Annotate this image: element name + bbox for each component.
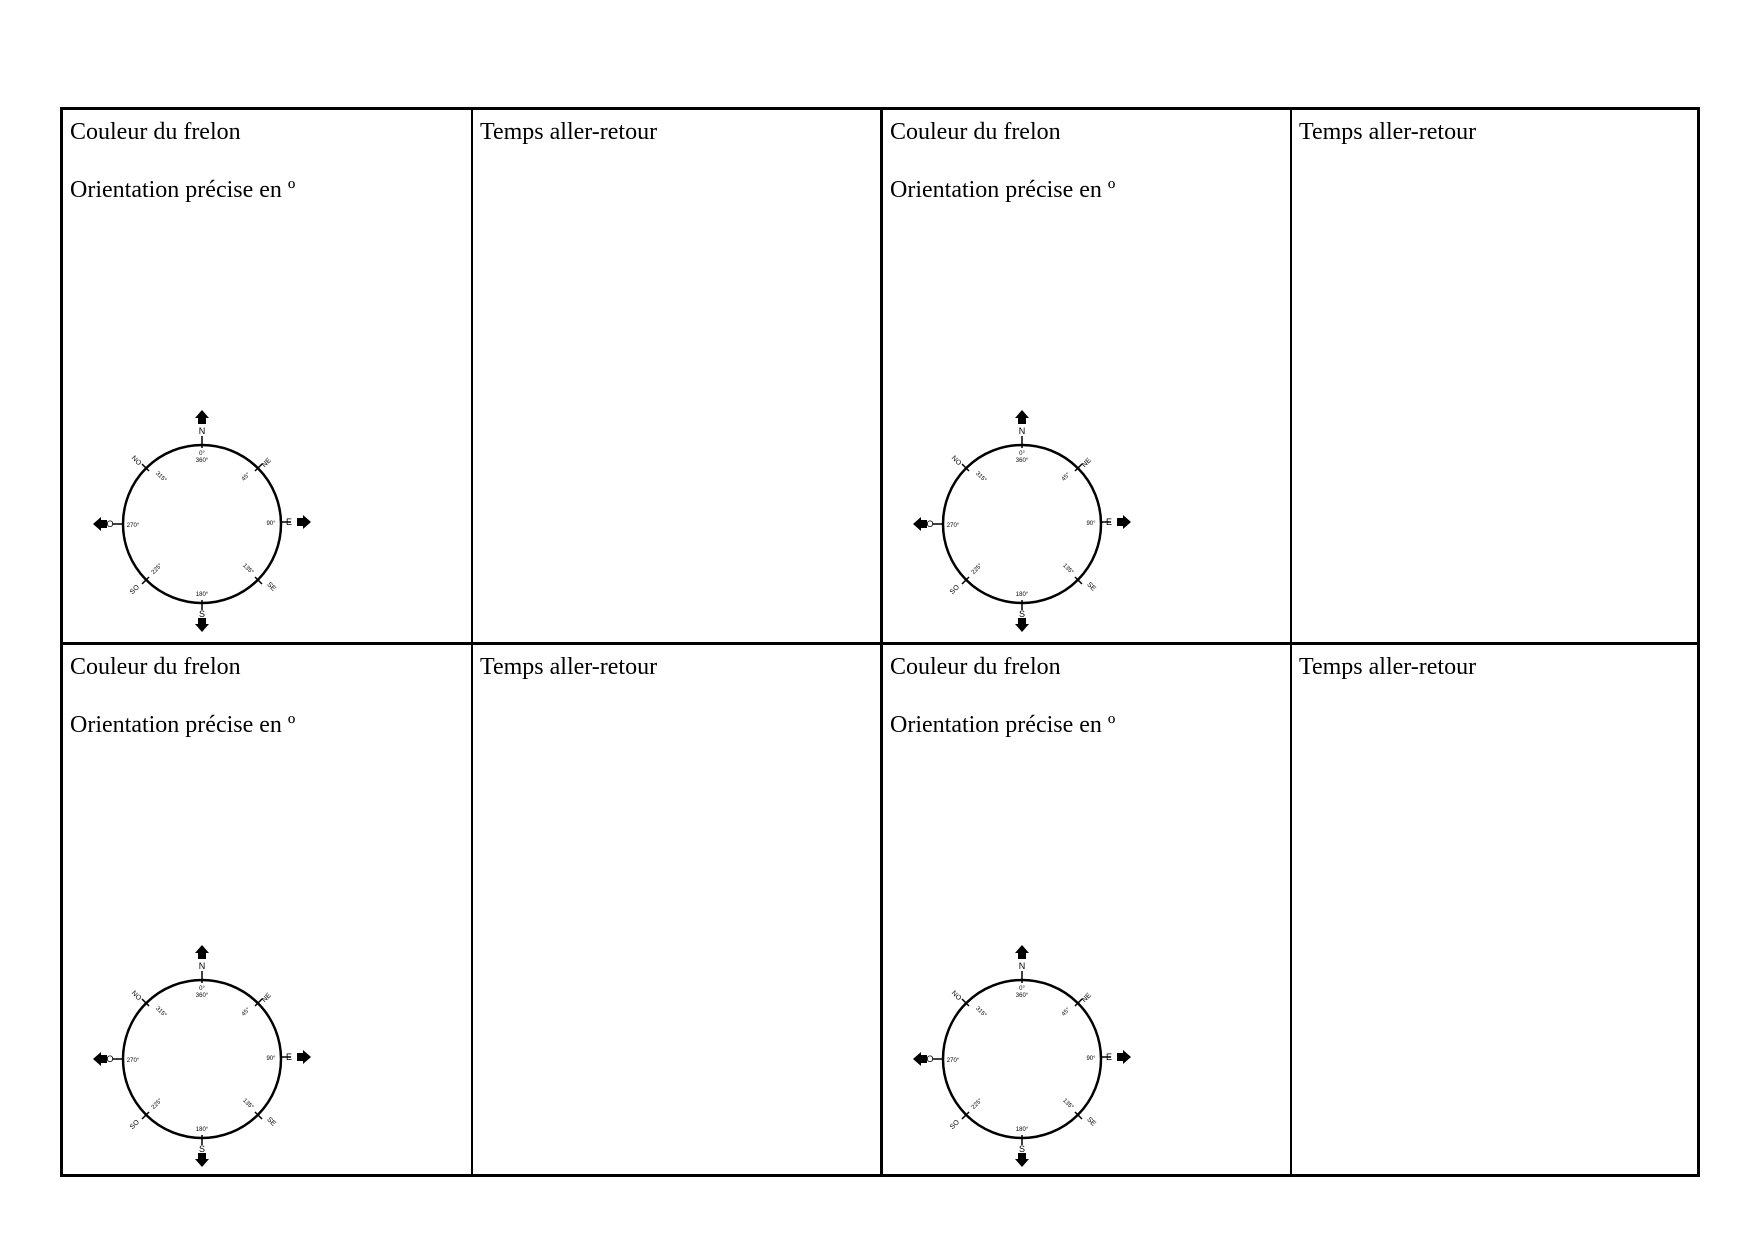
- compass-label-southeast: SE: [1085, 1116, 1097, 1128]
- compass-degree-45: 45°: [240, 471, 252, 483]
- compass-label-southwest: SO: [948, 583, 961, 596]
- compass-label-north: N: [198, 426, 206, 436]
- card-sheet: [60, 107, 1700, 1177]
- compass-degree-180: 180°: [195, 1127, 209, 1133]
- compass-degree-315: 315°: [154, 470, 168, 484]
- round-trip-time-label: Temps aller-retour: [480, 119, 658, 145]
- card-4-time-cell: [1292, 645, 1697, 1174]
- card-2-time-cell: [1292, 110, 1697, 642]
- compass-label-southeast: SE: [1085, 581, 1097, 593]
- compass-label-northeast: NE: [261, 457, 273, 469]
- orientation-label: Orientation précise en º: [70, 177, 296, 203]
- compass-degree-270: 270°: [126, 1058, 140, 1064]
- compass-degree-0: 0°: [1019, 986, 1025, 992]
- compass-degree-315: 315°: [974, 1005, 988, 1019]
- compass-label-north: N: [1018, 961, 1026, 971]
- card-row-top: [63, 110, 1697, 645]
- compass-degree-225: 225°: [970, 562, 984, 576]
- compass-label-northwest: NO: [949, 454, 963, 468]
- compass-label-south: S: [1018, 609, 1026, 619]
- card-3-time-cell: [473, 645, 883, 1174]
- compass-label-northeast: NE: [1081, 457, 1093, 469]
- card-row-bottom: [63, 645, 1697, 1174]
- compass-degree-225: 225°: [970, 1097, 984, 1111]
- compass-degree-135: 135°: [1061, 1097, 1075, 1111]
- compass-degree-0: 0°: [199, 451, 205, 457]
- compass-rose-icon: [907, 406, 1137, 636]
- compass-degree-180: 180°: [1015, 1127, 1029, 1133]
- compass-degree-45: 45°: [1060, 1006, 1072, 1018]
- compass-label-southeast: SE: [265, 1116, 277, 1128]
- compass-degree-90: 90°: [266, 521, 276, 527]
- compass-degree-135: 135°: [241, 1097, 255, 1111]
- compass-label-southwest: SO: [128, 1118, 141, 1131]
- compass-label-east: E: [1105, 1052, 1113, 1062]
- orientation-label: Orientation précise en º: [70, 712, 296, 738]
- compass-degree-360: 360°: [195, 993, 209, 999]
- compass-rose-icon: [87, 406, 317, 636]
- hornet-color-label: Couleur du frelon: [890, 654, 1061, 680]
- hornet-color-label: Couleur du frelon: [890, 119, 1061, 145]
- card-2-info-cell: [883, 110, 1292, 642]
- compass-label-north: N: [198, 961, 206, 971]
- compass-degree-270: 270°: [126, 523, 140, 529]
- card-1-info-cell: [63, 110, 473, 642]
- compass-label-southwest: SO: [948, 1118, 961, 1131]
- compass-label-southeast: SE: [265, 581, 277, 593]
- compass-label-south: S: [198, 609, 206, 619]
- compass-degree-90: 90°: [1086, 521, 1096, 527]
- card-3-info-cell: [63, 645, 473, 1174]
- compass-label-south: S: [198, 1144, 206, 1154]
- orientation-label: Orientation précise en º: [890, 712, 1116, 738]
- compass-label-northwest: NO: [949, 989, 963, 1003]
- compass-degree-270: 270°: [946, 523, 960, 529]
- compass-label-northwest: NO: [129, 454, 143, 468]
- compass-degree-180: 180°: [1015, 592, 1029, 598]
- card-1-time-cell: [473, 110, 883, 642]
- compass-label-south: S: [1018, 1144, 1026, 1154]
- compass-degree-0: 0°: [199, 986, 205, 992]
- compass-label-north: N: [1018, 426, 1026, 436]
- round-trip-time-label: Temps aller-retour: [1299, 654, 1477, 680]
- round-trip-time-label: Temps aller-retour: [1299, 119, 1477, 145]
- compass-degree-90: 90°: [1086, 1056, 1096, 1062]
- compass-rose-icon: [87, 941, 317, 1171]
- compass-degree-90: 90°: [266, 1056, 276, 1062]
- compass-label-east: E: [285, 517, 293, 527]
- compass-label-northeast: NE: [261, 992, 273, 1004]
- compass-degree-45: 45°: [1060, 471, 1072, 483]
- compass-label-northeast: NE: [1081, 992, 1093, 1004]
- compass-degree-360: 360°: [1015, 993, 1029, 999]
- compass-degree-135: 135°: [241, 562, 255, 576]
- hornet-color-label: Couleur du frelon: [70, 654, 241, 680]
- compass-degree-360: 360°: [195, 458, 209, 464]
- compass-degree-360: 360°: [1015, 458, 1029, 464]
- compass-degree-225: 225°: [150, 1097, 164, 1111]
- compass-degree-45: 45°: [240, 1006, 252, 1018]
- compass-label-east: E: [285, 1052, 293, 1062]
- compass-degree-315: 315°: [154, 1005, 168, 1019]
- compass-label-west: O: [926, 519, 934, 529]
- compass-label-east: E: [1105, 517, 1113, 527]
- compass-label-west: O: [106, 1054, 114, 1064]
- compass-label-northwest: NO: [129, 989, 143, 1003]
- compass-rose-icon: [907, 941, 1137, 1171]
- orientation-label: Orientation précise en º: [890, 177, 1116, 203]
- compass-degree-225: 225°: [150, 562, 164, 576]
- compass-label-west: O: [106, 519, 114, 529]
- compass-degree-315: 315°: [974, 470, 988, 484]
- hornet-color-label: Couleur du frelon: [70, 119, 241, 145]
- compass-degree-180: 180°: [195, 592, 209, 598]
- compass-degree-0: 0°: [1019, 451, 1025, 457]
- compass-label-west: O: [926, 1054, 934, 1064]
- compass-degree-270: 270°: [946, 1058, 960, 1064]
- card-4-info-cell: [883, 645, 1292, 1174]
- compass-label-southwest: SO: [128, 583, 141, 596]
- round-trip-time-label: Temps aller-retour: [480, 654, 658, 680]
- compass-degree-135: 135°: [1061, 562, 1075, 576]
